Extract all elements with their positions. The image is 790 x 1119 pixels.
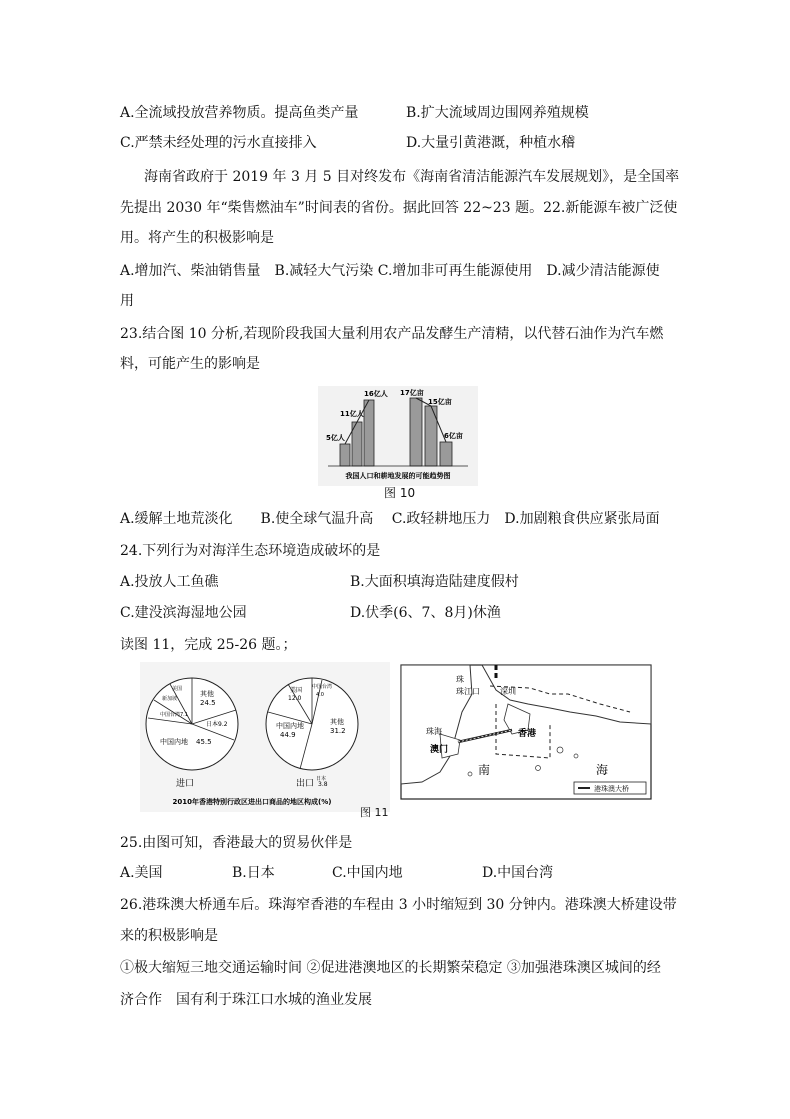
q24-stem: 24.下列行为对海洋生态环境造成破坏的是 (120, 543, 381, 559)
import-label: 进口 (176, 779, 195, 789)
pop-label-1: 5亿人 (326, 434, 345, 442)
export-usa-label: 美国 (290, 687, 303, 694)
q21-option-c: C.严禁未经处理的污水直接排入 (120, 135, 317, 151)
q22-options: A.增加汽、柴油销售量 B.减轻大气污染 C.增加非可再生能源使用 D.减少清洁能源使 (120, 263, 660, 279)
passage-line-1: 海南省政府于 2019 年 3 月 5 目对终发布《海南省清洁能源汽车发展规划》，是全国率 (144, 169, 680, 185)
q25-option-d: D.中国台湾 (482, 865, 554, 881)
land-label-1: 17亿亩 (400, 389, 424, 397)
q25-option-a: A.美国 (120, 865, 163, 881)
pies-title: 2010年香港特别行政区进出口商品的地区构成(%) (172, 798, 332, 806)
export-japan-label: 日本 (316, 776, 327, 782)
q25-option-b: B.日本 (232, 865, 275, 881)
export-taiwan-value: 4.0 (316, 692, 324, 698)
pop-bar-3 (364, 400, 374, 466)
map-hongkong-label: 香港 (518, 729, 537, 739)
q21-option-a: A.全流域投放营养物质。提高鱼类产量 (120, 105, 359, 121)
map-island-1 (557, 747, 563, 753)
map-sea-label: 海 (596, 763, 609, 777)
q22-options-cont: 用 (120, 293, 134, 309)
land-label-2: 15亿亩 (428, 398, 452, 406)
passage-line-3: 用。将产生的积极影响是 (120, 230, 274, 246)
q26-stem-1: 26.港珠澳大桥通车后。珠海窄香港的车程由 3 小时缩短到 30 分钟内。港珠澳大桥建设带 (120, 897, 677, 913)
map-zhujiangkou-label-2: 珠江口 (456, 687, 480, 696)
q24-option-d: D.伏季(6、7、8月)休渔 (350, 605, 501, 621)
export-usa-value: 12.0 (288, 695, 302, 702)
map-shenzhen-label: 深圳 (500, 687, 516, 696)
figure-11-caption: 图 11 (360, 806, 389, 819)
q21-option-d: D.大量引黄港溉，种植水稽 (406, 135, 576, 151)
q23-stem-1: 23.结合图 10 分析,若现阶段我国大量利用农产品发酵生产清精，以代替石油作为汽车燃 (120, 326, 664, 342)
export-japan-value: 3.8 (318, 781, 328, 788)
import-japan-label: 日本9.2 (206, 721, 228, 728)
q24-option-b: B.大面积填海造陆建度假村 (350, 574, 519, 590)
figure-10 (318, 386, 478, 486)
q26-statements-2: 济合作 国有利于珠江口水城的渔业发展 (120, 992, 372, 1008)
export-mainland-label: 中国内地 (276, 722, 304, 730)
q26-stem-2: 来的积极影响是 (120, 928, 218, 944)
figure-11-map (400, 664, 652, 800)
passage-line-2: 先提出 2030 年“柴售燃油车”时间表的省份。据此回答 22~23 题。22.新能源车被广泛使 (120, 200, 678, 216)
figure-10-caption: 图 10 (384, 486, 416, 500)
export-label: 出口 (296, 779, 315, 789)
import-mainland-value: 45.5 (196, 738, 212, 746)
map-zhuhai-label: 珠海 (426, 727, 442, 736)
export-mainland-value: 44.9 (280, 731, 296, 739)
map-legend-label: 港珠澳大桥 (594, 785, 629, 793)
q23-stem-2: 料，可能产生的影响是 (120, 356, 260, 372)
q24-option-a: A.投放人工鱼礁 (120, 574, 219, 590)
import-other-label: 其他 (200, 690, 214, 698)
import-singapore-label: 新加坡 (162, 696, 178, 702)
q25-stem: 25.由图可知，香港最大的贸易伙伴是 (120, 835, 353, 851)
figure-11-map-svg (400, 664, 652, 800)
import-taiwan-label: 中国台湾7.1 (160, 712, 188, 718)
pop-label-2: 11亿人 (340, 410, 364, 418)
q23-options: A.缓解土地荒淡化 B.使全球气温升高 C.政轻耕地压力 D.加剧粮食供应紧张局面 (120, 511, 660, 527)
figure-11-pies (140, 662, 390, 812)
map-island-3 (536, 766, 541, 771)
figure-10-inner-title: 我国人口和耕地发展的可能趋势图 (345, 472, 451, 480)
map-island-2 (574, 754, 578, 758)
q21-option-b: B.扩大流域周边围网养殖规模 (406, 105, 589, 121)
import-usa-label: 美国 (172, 686, 183, 692)
land-bar-1 (410, 398, 422, 466)
map-island-4 (468, 772, 472, 776)
pop-label-3: 16亿人 (364, 390, 388, 398)
map-macau-label: 澳门 (430, 745, 449, 755)
figure-11-pies-svg (140, 662, 390, 812)
q25-option-c: C.中国内地 (332, 865, 403, 881)
map-south-label: 南 (478, 763, 491, 777)
map-zhujiangkou-label-1: 珠 (456, 675, 464, 684)
import-mainland-label: 中国内地 (160, 738, 188, 746)
figure-10-chart (318, 386, 478, 486)
q26-statements-1: ①极大缩短三地交通运输时间 ②促进港澳地区的长期繁荣稳定 ③加强港珠澳区城间的经 (120, 960, 661, 976)
export-other-label: 其他 (330, 718, 344, 726)
land-bar-3 (440, 442, 452, 466)
export-taiwan-label: 中国台湾 (312, 684, 333, 690)
read-figure-11: 读图 11，完成 25-26 题。； (120, 637, 297, 653)
pop-bar-1 (340, 444, 350, 466)
q24-option-c: C.建没滨海湿地公园 (120, 605, 247, 621)
land-label-3: 6亿亩 (444, 432, 463, 440)
import-other-value: 24.5 (200, 699, 216, 707)
export-other-value: 31.2 (330, 727, 346, 735)
